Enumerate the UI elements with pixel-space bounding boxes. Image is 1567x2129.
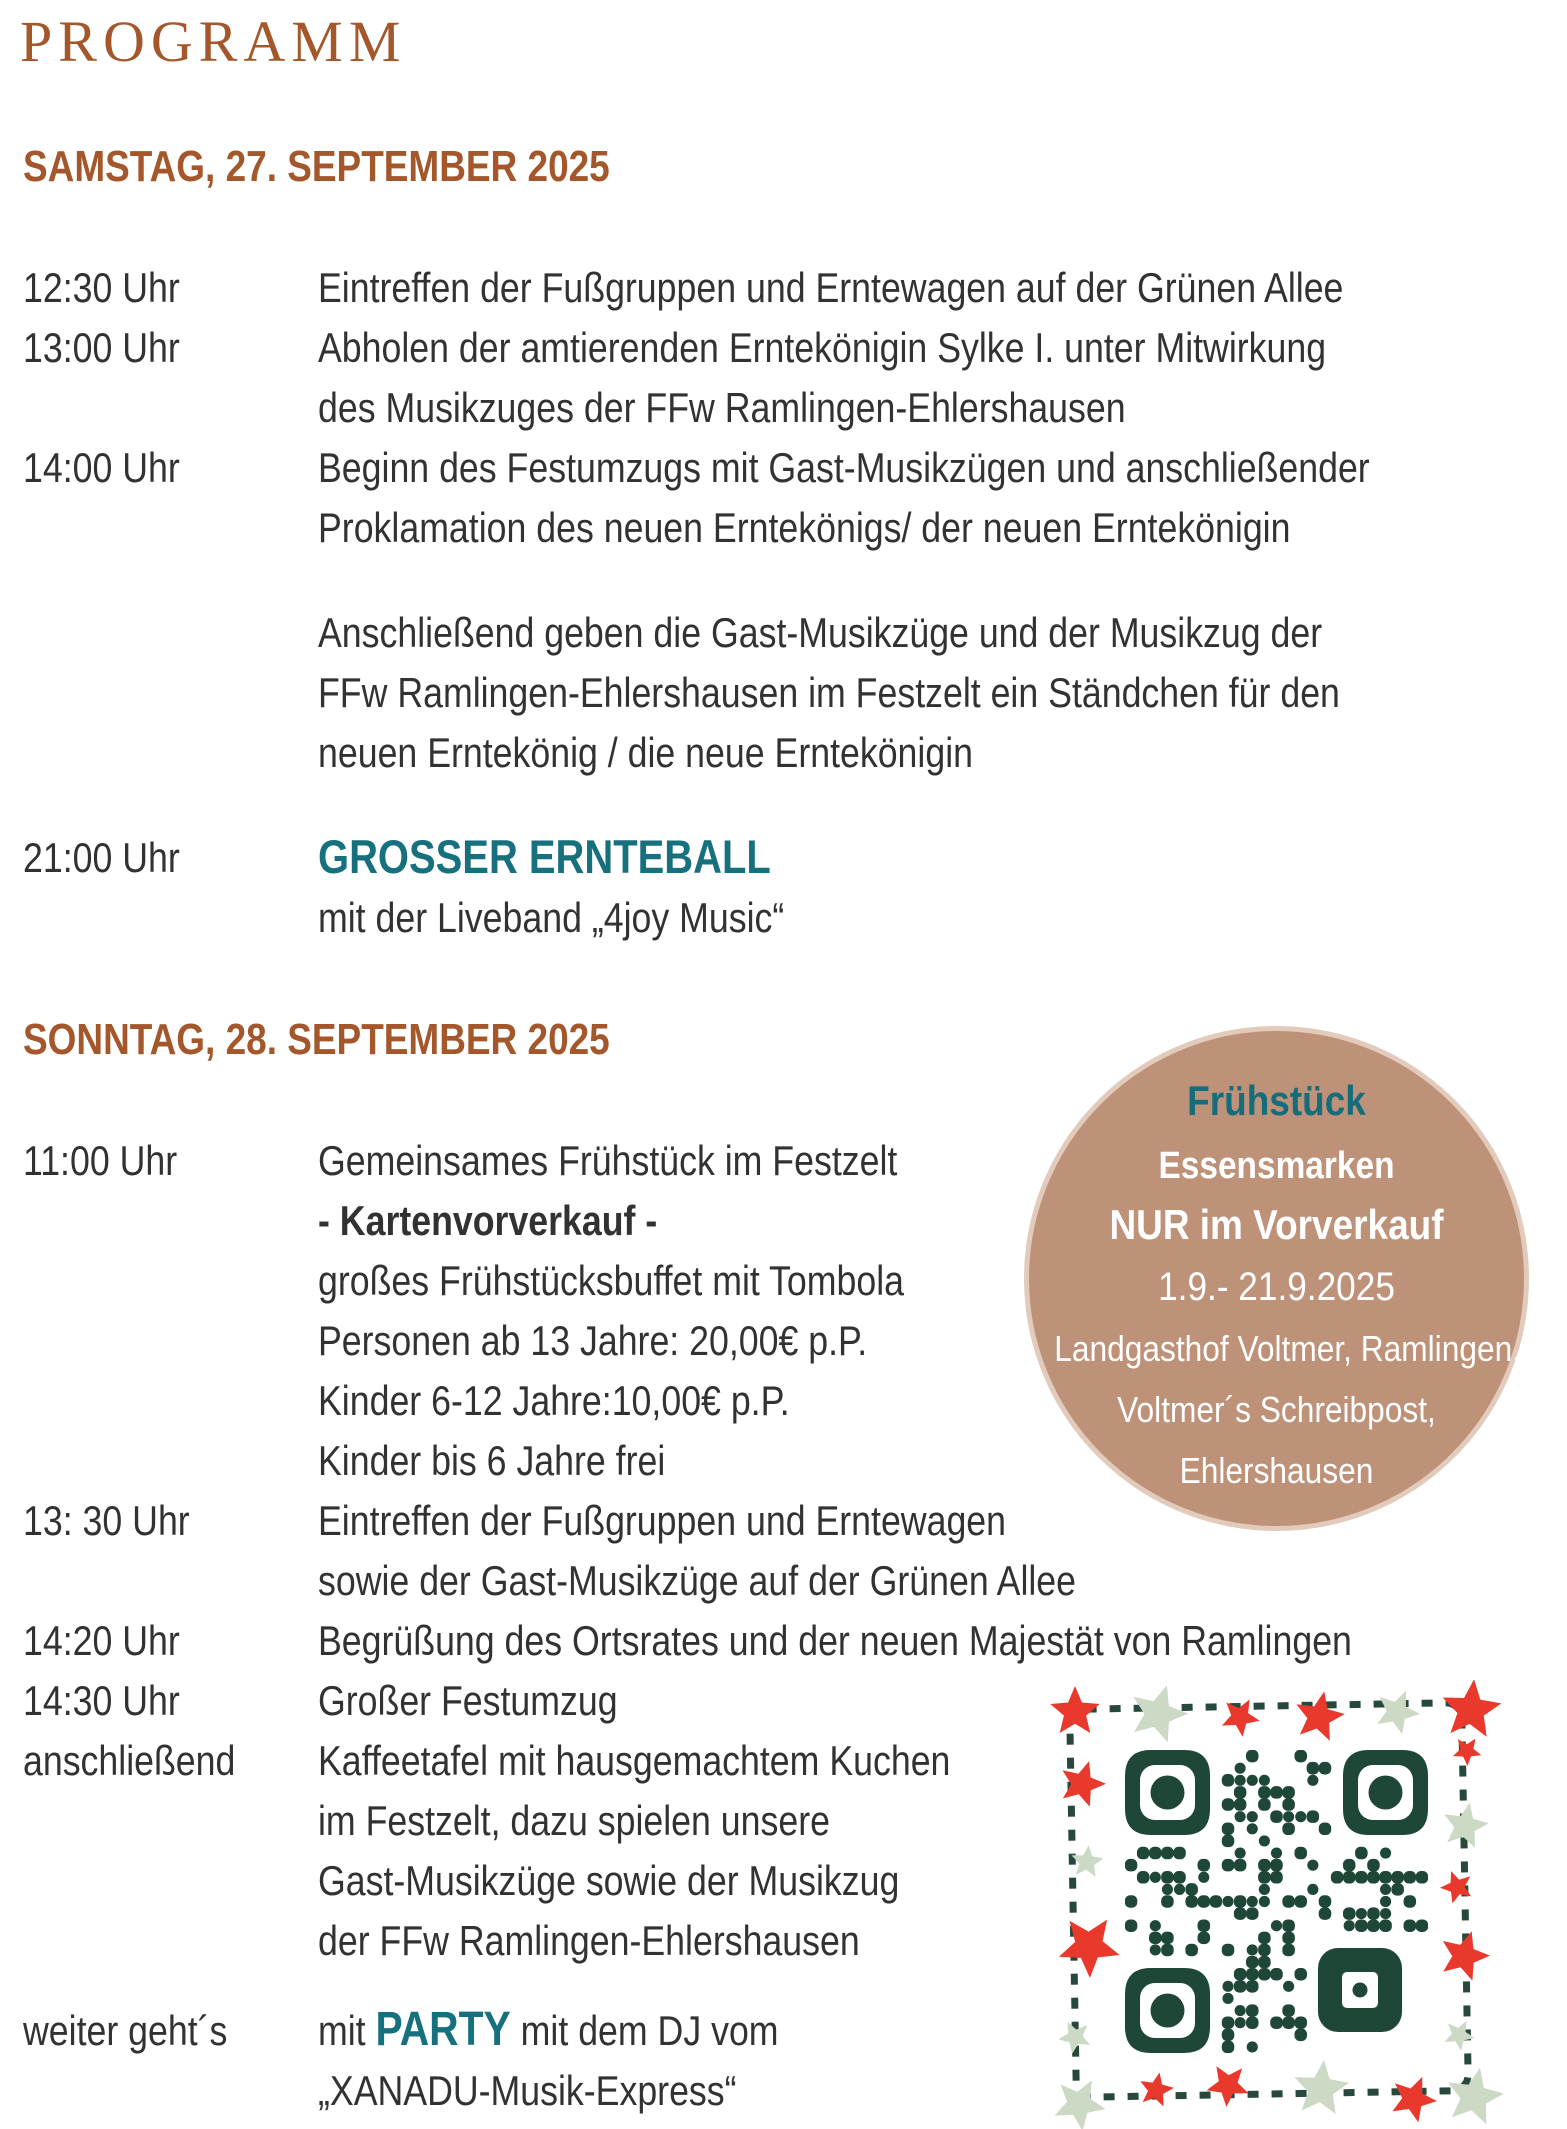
schedule-time: 11:00 Uhr [23,1137,178,1184]
schedule-line: Beginn des Festumzugs mit Gast-Musikzügen und anschließender [318,444,1370,491]
schedule-line: GROSSER ERNTEBALL [318,830,771,883]
schedule-line: Personen ab 13 Jahre: 20,00€ p.P. [318,1317,868,1364]
schedule-time: 14:00 Uhr [23,444,180,491]
badge-line: 1.9.- 21.9.2025 [1158,1265,1395,1309]
schedule-time: 13: 30 Uhr [23,1497,190,1544]
badge-line: Voltmer´s Schreibpost, [1117,1389,1436,1430]
schedule-line: großes Frühstücksbuffet mit Tombola [318,1257,905,1304]
schedule-line: mit PARTY mit dem DJ vom [318,2003,779,2056]
schedule-time: 12:30 Uhr [23,264,180,311]
qr-code [1125,1750,1428,2053]
schedule-time: 14:30 Uhr [23,1677,180,1724]
badge-line: NUR im Vorverkauf [1109,1201,1444,1248]
schedule-line: mit der Liveband „4joy Music“ [318,894,785,941]
schedule-line: Gemeinsames Frühstück im Festzelt [318,1137,898,1184]
schedule-line: Begrüßung des Ortsrates und der neuen Majestät von Ramlingen [318,1617,1352,1664]
schedule-time: 14:20 Uhr [23,1617,180,1664]
schedule-line: „XANADU-Musik-Express“ [318,2067,737,2114]
schedule-line: im Festzelt, dazu spielen unsere [318,1797,830,1844]
schedule-line: Abholen der amtierenden Erntekönigin Sylke I. unter Mitwirkung [318,324,1327,371]
schedule-time: anschließend [23,1737,236,1784]
schedule-line: des Musikzuges der FFw Ramlingen-Ehlershausen [318,384,1126,431]
badge-title: Frühstück [1187,1077,1366,1124]
badge-line: Landgasthof Voltmer, Ramlingen, [1054,1328,1522,1369]
party-emphasis: PARTY [375,2003,511,2056]
badge-line: Ehlershausen [1179,1450,1374,1491]
schedule-line: Eintreffen der Fußgruppen und Erntewagen auf der Grünen Allee [318,264,1344,311]
schedule-line: der FFw Ramlingen-Ehlershausen [318,1917,860,1964]
sunday-heading: SONNTAG, 28. SEPTEMBER 2025 [23,1015,610,1064]
schedule-line: Großer Festumzug [318,1677,618,1724]
schedule-line: Gast-Musikzüge sowie der Musikzug [318,1857,900,1904]
schedule-line: Eintreffen der Fußgruppen und Erntewagen [318,1497,1007,1544]
schedule-line: - Kartenvorverkauf - [318,1197,658,1244]
schedule-time: weiter geht´s [23,2007,228,2054]
schedule-time: 13:00 Uhr [23,324,180,371]
schedule-line: FFw Ramlingen-Ehlershausen im Festzelt ein Ständchen für den [318,669,1340,716]
schedule-line: Proklamation des neuen Erntekönigs/ der neuen Erntekönigin [318,504,1291,551]
page-title: PROGRAMM [20,9,407,74]
schedule-time: 21:00 Uhr [23,834,180,881]
schedule-line: neuen Erntekönig / die neue Erntekönigin [318,729,973,776]
schedule-line: sowie der Gast-Musikzüge auf der Grünen Allee [318,1557,1077,1604]
schedule-line: Kinder bis 6 Jahre frei [318,1437,666,1484]
schedule-line: Kaffeetafel mit hausgemachtem Kuchen [318,1737,951,1784]
saturday-heading: SAMSTAG, 27. SEPTEMBER 2025 [23,142,610,191]
schedule-line: Kinder 6-12 Jahre:10,00€ p.P. [318,1377,790,1424]
badge-line: Essensmarken [1158,1145,1395,1187]
schedule-line: Anschließend geben die Gast-Musikzüge und der Musikzug der [318,609,1323,656]
